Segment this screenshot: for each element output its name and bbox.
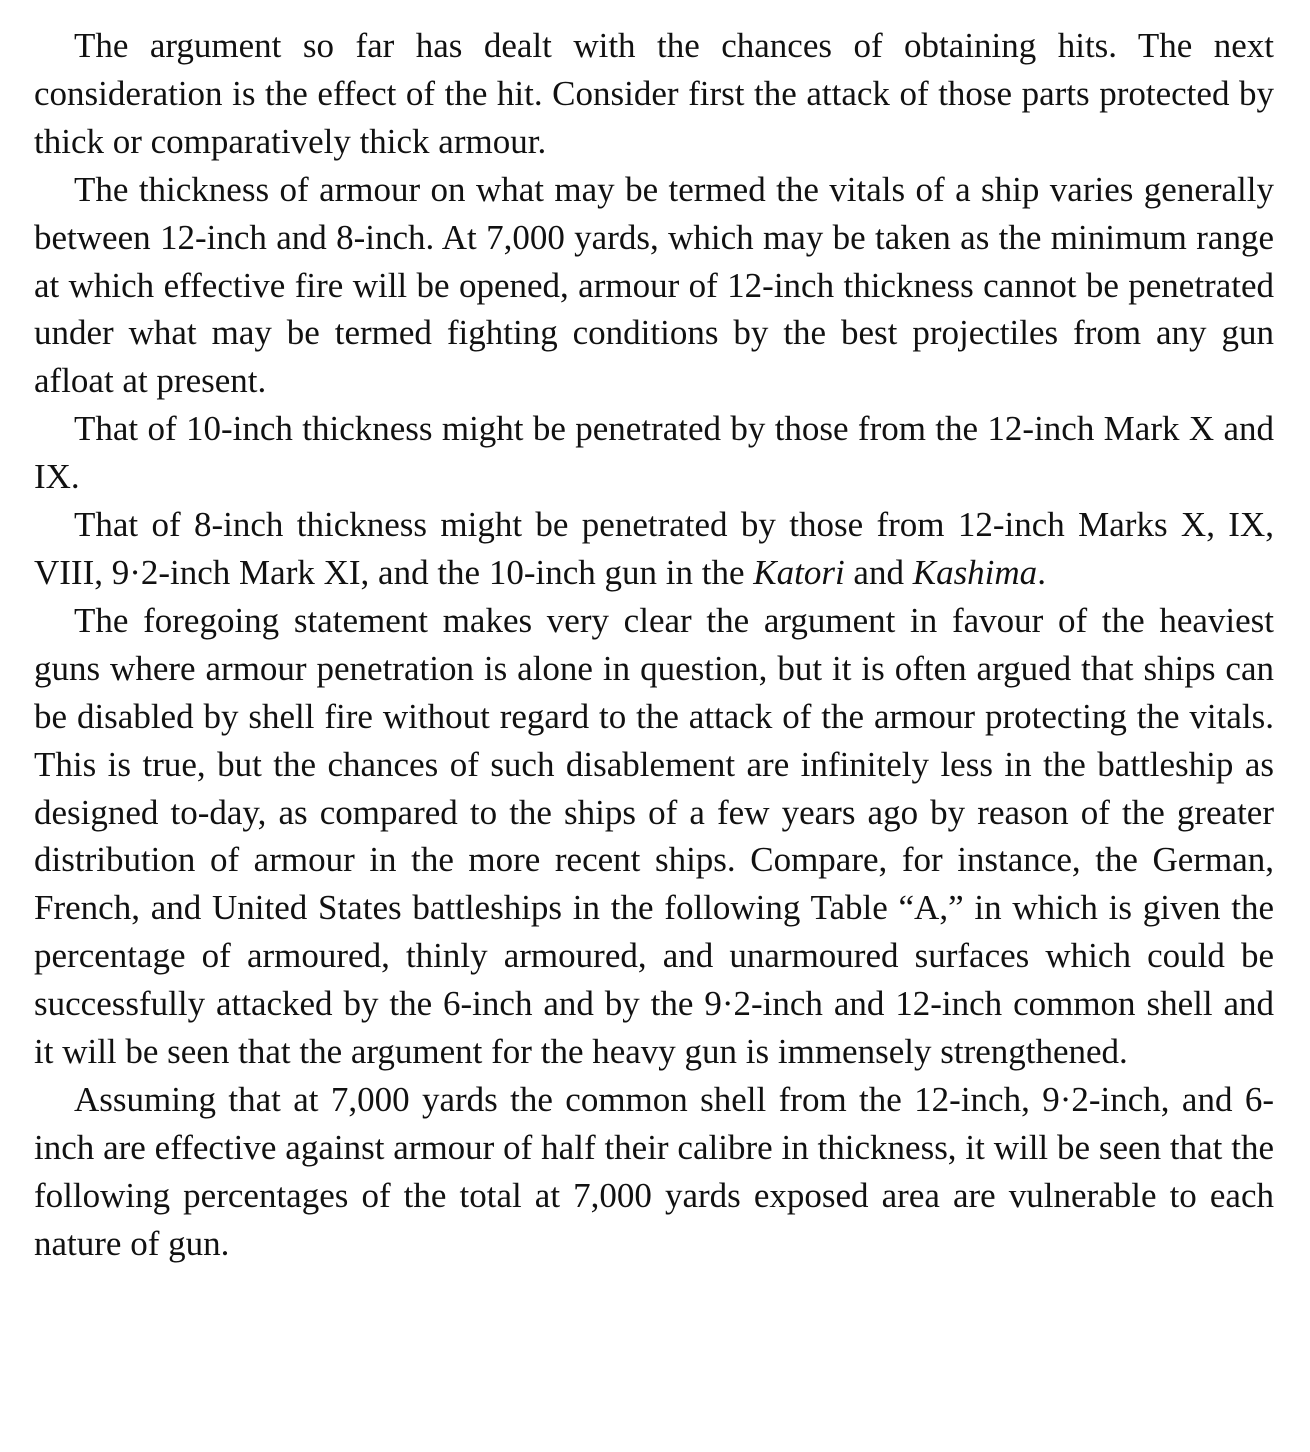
ship-name-kashima: Kashima (912, 552, 1038, 592)
paragraph-10-inch: That of 10-inch thickness might be penetrated by those from the 12-inch Mark X and IX. (34, 409, 1274, 497)
paragraph-8-inch (34, 501, 1274, 597)
paragraph-8-inch-text: That of 8-inch thickness might be penetrated by those from 12-inch Marks X, IX, VIII, 9·2-inch Mark XI, and the 10-inch gun in the (34, 505, 1274, 592)
paragraph-8-inch-conjunction: and (844, 552, 913, 592)
document-page (34, 22, 1274, 1268)
paragraph-armour-thickness: The thickness of armour on what may be termed the vitals of a ship varies generally between 12-inch and 8-inch. At 7,000 yards, which may be taken as the minimum range at which effective fire will be opened, armour of 12-inch thickness cannot be penetrated under what may be termed fighting conditions by the best projectiles from any gun afloat at present. (34, 169, 1274, 401)
ship-name-katori: Katori (753, 552, 845, 592)
paragraph-heavy-gun-argument: The foregoing statement makes very clear the argument in favour of the heaviest guns where armour penetration is alone in question, but it is often argued that ships can be disabled by shell fire without regard to the attack of the armour protecting the vitals. This is true, but the chances of such disablement are infinitely less in the battleship as designed to-day, as compared to the ships of a few years ago by reason of the greater distribution of armour in the more recent ships. Compare, for instance, the German, French, and United States battleships in the following Table “A,” in which is given the percentage of armoured, thinly armoured, and unarmoured surfaces which could be successfully attacked by the 6-inch and by the 9·2-inch and 12-inch common shell and it will be seen that the argument for the heavy gun is immensely strengthened. (34, 600, 1274, 1072)
paragraph-percentages: Assuming that at 7,000 yards the common shell from the 12-inch, 9·2-inch, and 6-inch are effective against armour of half their calibre in thickness, it will be seen that the following percentages of the total at 7,000 yards exposed area are vulnerable to each nature of gun. (34, 1079, 1274, 1263)
paragraph-8-inch-end: . (1037, 552, 1046, 592)
paragraph-hits-effect: The argument so far has dealt with the chances of obtaining hits. The next consideration is the effect of the hit. Consider first the attack of those parts protected by thick or comparatively thick armour. (34, 26, 1274, 161)
